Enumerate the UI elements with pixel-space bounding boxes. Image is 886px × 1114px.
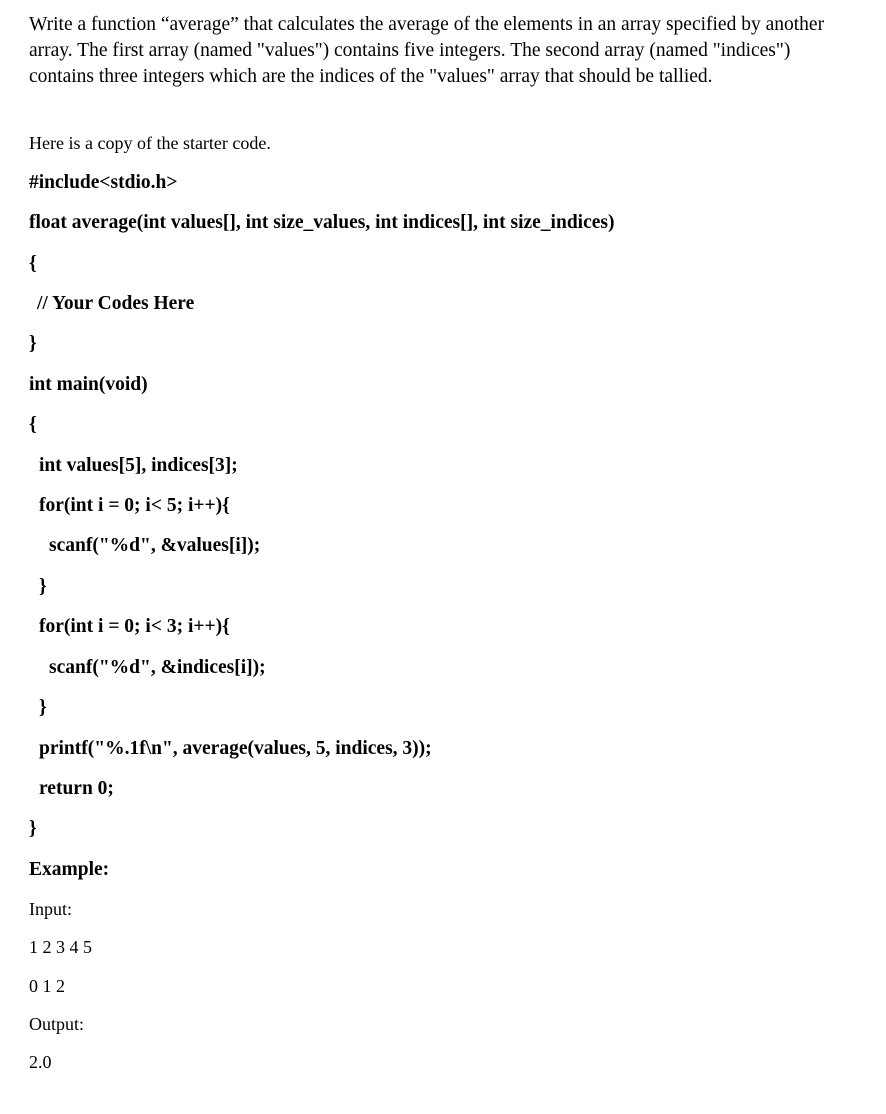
- code-include: #include<stdio.h>: [29, 172, 178, 193]
- code-for-loop-indices-close: }: [39, 697, 47, 718]
- code-return: return 0;: [39, 778, 114, 799]
- example-input-indices: 0 1 2: [29, 976, 65, 996]
- code-brace-close: }: [29, 333, 37, 354]
- starter-note: Here is a copy of the starter code.: [29, 133, 271, 153]
- code-brace-open: {: [29, 253, 37, 274]
- code-for-loop-values: for(int i = 0; i< 5; i++){: [39, 495, 230, 516]
- example-output-label: Output:: [29, 1014, 85, 1034]
- code-main-signature: int main(void): [29, 374, 148, 395]
- example-output-value: 2.0: [29, 1052, 52, 1072]
- code-scanf-values: scanf("%d", &values[i]);: [49, 535, 261, 556]
- code-function-signature: float average(int values[], int size_values, int indices[], int size_indices): [29, 212, 615, 233]
- code-printf: printf("%.1f\n", average(values, 5, indices, 3));: [39, 738, 432, 759]
- code-declaration: int values[5], indices[3];: [39, 455, 238, 476]
- code-main-brace-open: {: [29, 414, 37, 435]
- example-input-values: 1 2 3 4 5: [29, 937, 92, 957]
- problem-description: Write a function “average” that calculates the average of the elements in an array specified by another array. The first array (named "values") contains five integers. The second array (named "indices") contains three integers which are the indices of the "values" array that should be tallied.: [29, 14, 825, 87]
- example-heading: Example:: [29, 859, 110, 880]
- code-scanf-indices: scanf("%d", &indices[i]);: [49, 657, 266, 678]
- example-input-label: Input:: [29, 899, 72, 919]
- code-for-loop-values-close: }: [39, 576, 47, 597]
- code-for-loop-indices: for(int i = 0; i< 3; i++){: [39, 616, 230, 637]
- code-comment: // Your Codes Here: [37, 293, 195, 314]
- code-main-brace-close: }: [29, 818, 37, 839]
